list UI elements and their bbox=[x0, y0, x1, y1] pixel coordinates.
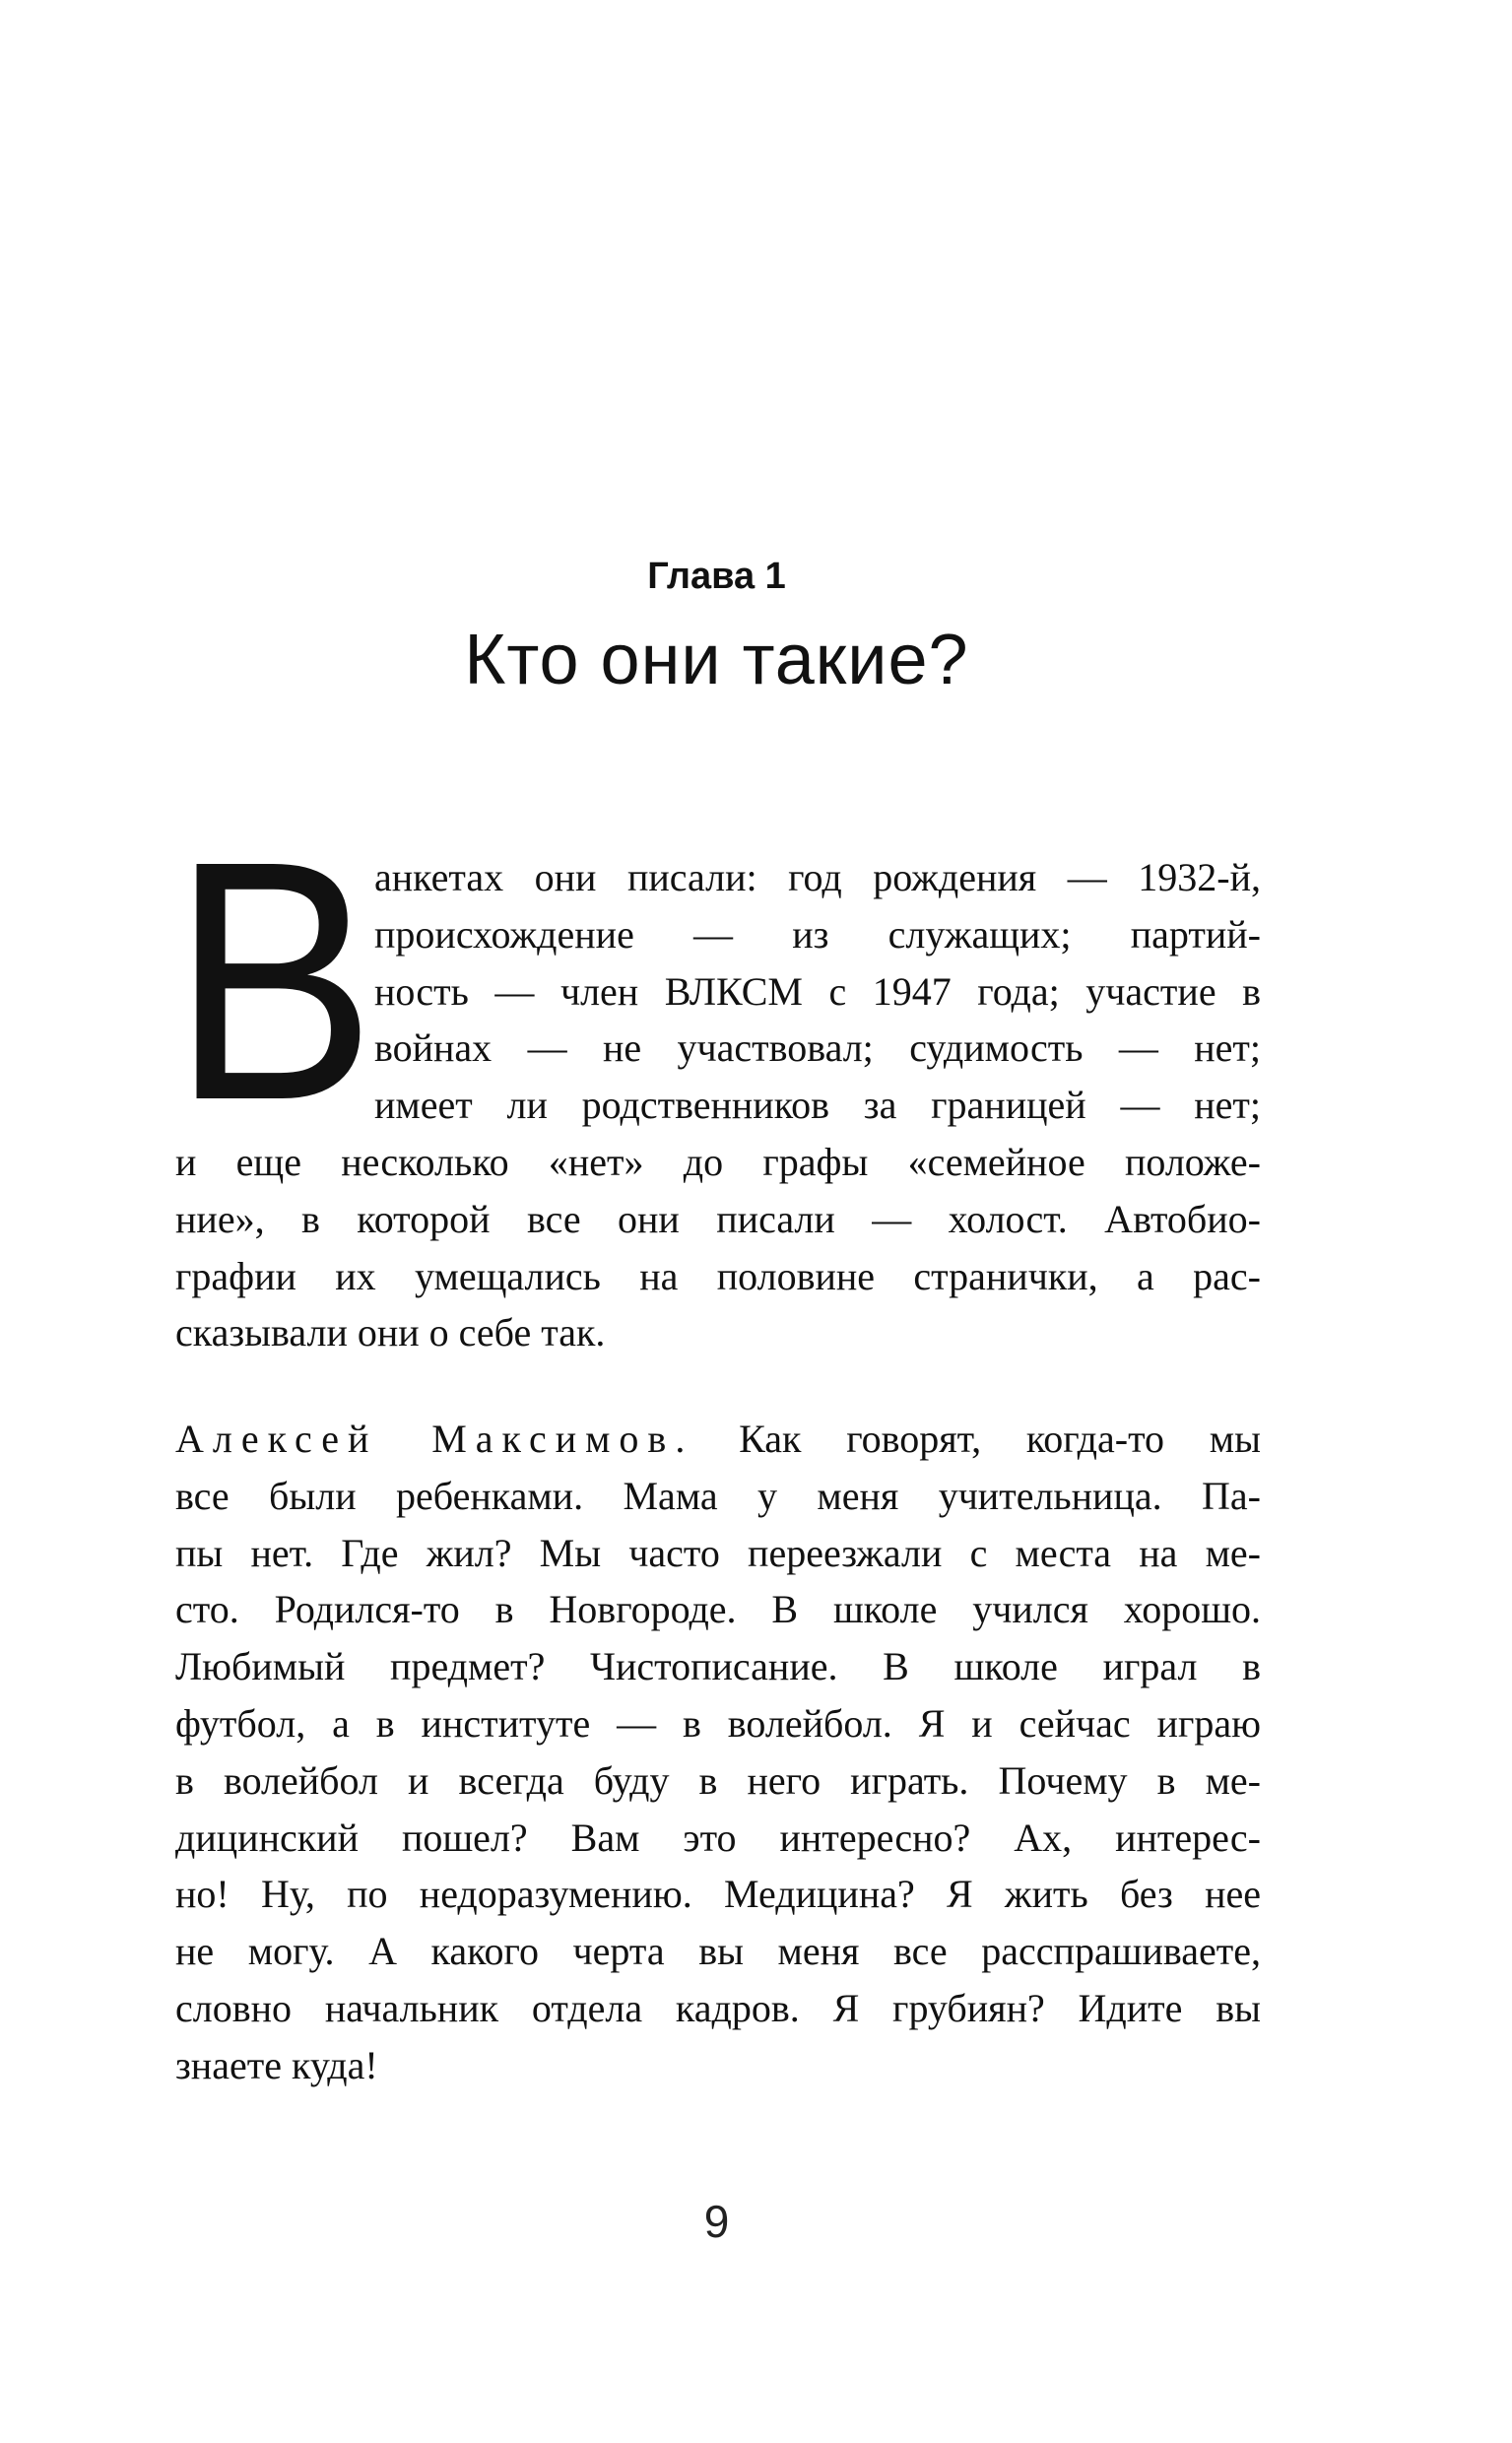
monologue-line: сто. Родился-то в Новгороде. В школе учился хорошо. bbox=[175, 1587, 1261, 1632]
intro-line: имеет ли родственников за границей — нет; bbox=[374, 1083, 1261, 1128]
monologue-line: словно начальник отдела кадров. Я грубиян? Идите вы bbox=[175, 1985, 1261, 2030]
chapter-title: Кто они такие? bbox=[464, 621, 969, 699]
monologue-line: все были ребенками. Мама у меня учительница. Па- bbox=[175, 1473, 1261, 1518]
intro-line: графии их умещались на половине странички, а рас- bbox=[175, 1253, 1261, 1298]
intro-line: ние», в которой все они писали — холост. Автобио- bbox=[175, 1196, 1261, 1241]
monologue-line: в волейбол и всегда буду в него играть. Почему в ме- bbox=[175, 1757, 1261, 1803]
monologue-line: не могу. А какого черта вы меня все расспрашиваете, bbox=[175, 1929, 1261, 1974]
intro-line: и еще несколько «нет» до графы «семейное положе- bbox=[175, 1139, 1261, 1184]
monologue-line: Любимый предмет? Чистописание. В школе играл в bbox=[175, 1644, 1261, 1689]
monologue-line: дицинский пошел? Вам это интересно? Ах, интерес- bbox=[175, 1815, 1261, 1860]
intro-line: ность — член ВЛКСМ с 1947 года; участие в bbox=[374, 968, 1261, 1014]
intro-line: войнах — не участвовал; судимость — нет; bbox=[374, 1025, 1261, 1071]
intro-line: сказывали они о себе так. bbox=[175, 1310, 606, 1355]
monologue-line: футбол, а в институте — в волейбол. Я и сейчас играю bbox=[175, 1700, 1261, 1746]
monologue-line: пы нет. Где жил? Мы часто переезжали с места на ме- bbox=[175, 1530, 1261, 1575]
page-number: 9 bbox=[703, 2196, 730, 2247]
intro-line: анкетах они писали: год рождения — 1932-й, bbox=[374, 855, 1261, 899]
monologue-line: но! Ну, по недоразумению. Медицина? Я жить без нее bbox=[175, 1872, 1261, 1917]
monologue-first-line bbox=[175, 1411, 1261, 1468]
intro-line: происхождение — из служащих; партий- bbox=[374, 911, 1261, 957]
intro-paragraph bbox=[175, 849, 1261, 1361]
speaker-name: Алексей Максимов. bbox=[175, 1417, 694, 1461]
monologue-line: Как говорят, когда-то мы bbox=[739, 1417, 1261, 1461]
chapter-label: Глава 1 bbox=[647, 556, 786, 597]
drop-cap: В bbox=[171, 791, 376, 1171]
monologue-line: знаете куда! bbox=[175, 2042, 378, 2087]
monologue-paragraph bbox=[175, 1411, 1261, 2094]
